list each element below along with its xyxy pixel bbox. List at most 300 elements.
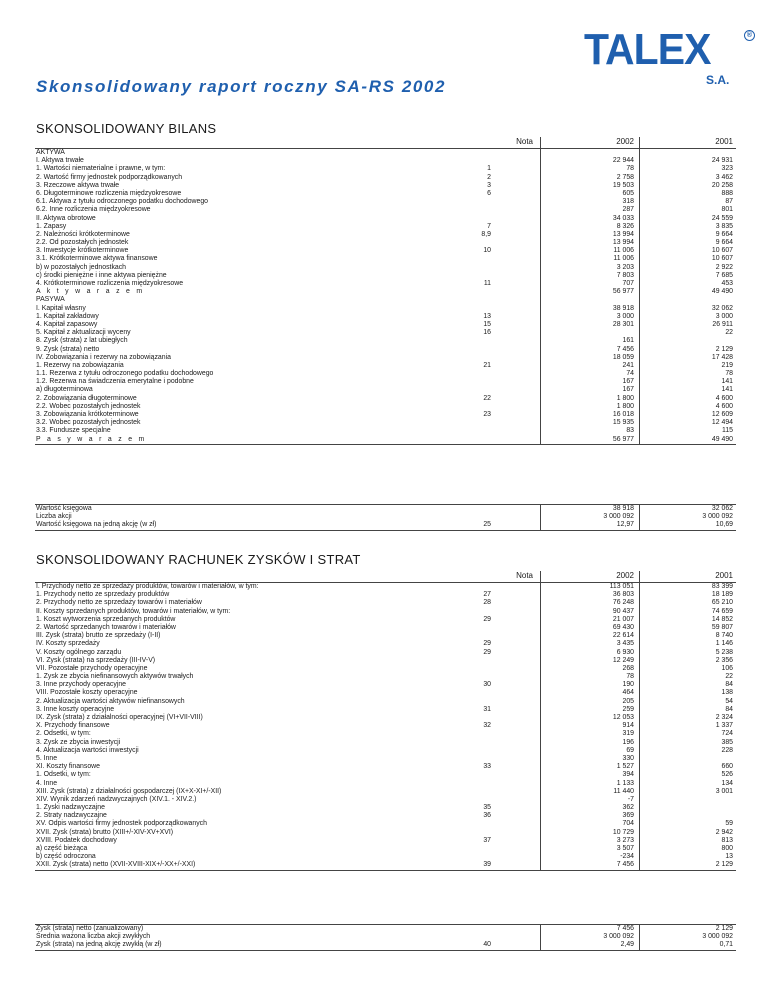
column-divider xyxy=(540,505,541,531)
row-label: II. Aktywa obrotowe xyxy=(36,214,96,222)
row-nota: 23 xyxy=(483,411,491,418)
row-value-2002: 22 614 xyxy=(612,632,634,640)
row-value-2002: 11 440 xyxy=(613,787,634,795)
table-row xyxy=(35,853,736,861)
row-value-2001: 2 324 xyxy=(715,714,733,721)
table-row xyxy=(35,933,736,941)
header-nota: Nota xyxy=(516,137,533,146)
table-row xyxy=(35,305,736,313)
row-value-2001: 141 xyxy=(721,378,733,386)
row-value-2001: 32 062 xyxy=(711,304,733,312)
table-row xyxy=(35,337,736,345)
row-label: AKTYWA xyxy=(36,149,65,156)
income-statement-table xyxy=(35,571,736,871)
row-nota: 29 xyxy=(483,615,491,623)
row-value-2002: 34 033 xyxy=(612,214,634,222)
row-nota: 28 xyxy=(483,599,491,607)
row-value-2002: 914 xyxy=(622,722,634,730)
registered-mark: ® xyxy=(744,30,755,41)
table-row xyxy=(35,829,736,837)
table-row xyxy=(35,788,736,796)
row-value-2002: 318 xyxy=(622,198,634,206)
row-value-2001: 32 062 xyxy=(711,505,733,512)
table-row xyxy=(35,272,736,280)
row-value-2002: 69 xyxy=(626,746,634,754)
row-nota: 39 xyxy=(483,861,491,869)
row-value-2002: 83 xyxy=(626,427,634,435)
table-row xyxy=(35,247,736,255)
row-value-2001: 9 664 xyxy=(715,239,733,247)
table-header xyxy=(35,571,736,583)
table-row xyxy=(35,411,736,419)
row-label: 1. Zapasy xyxy=(36,222,67,230)
row-value-2001: 2 129 xyxy=(715,861,733,869)
row-value-2002: 196 xyxy=(622,738,634,746)
row-value-2001: 12 494 xyxy=(711,419,733,427)
row-label: XVII. Zysk (strata) brutto (XIII+/-XIV-XV+XVI) xyxy=(36,828,174,836)
row-label: 2. Aktualizacja wartości aktywów niefinansowych xyxy=(36,697,185,705)
row-value-2002: 36 803 xyxy=(612,591,634,599)
row-value-2002: 12 053 xyxy=(612,714,634,721)
row-value-2001: 84 xyxy=(725,705,733,713)
row-value-2001: 8 740 xyxy=(715,632,733,640)
row-value-2002: 287 xyxy=(622,206,634,214)
table-row xyxy=(35,255,736,263)
row-nota: 1 xyxy=(487,165,491,173)
table-row xyxy=(35,941,736,950)
row-label: 6. Długoterminowe rozliczenia międzyokresowe xyxy=(36,189,182,197)
table-row xyxy=(35,157,736,165)
row-value-2001: 10 607 xyxy=(711,255,733,263)
row-value-2002: 7 803 xyxy=(616,271,634,279)
logo-suffix: S.A. xyxy=(706,73,730,87)
row-value-2002: 1 527 xyxy=(616,763,634,771)
table-row xyxy=(35,649,736,657)
row-value-2001: 26 911 xyxy=(712,320,733,328)
row-label: I. Aktywa trwałe xyxy=(36,157,84,165)
row-nota: 27 xyxy=(483,591,491,599)
row-value-2001: 134 xyxy=(721,779,733,787)
header-2002: 2002 xyxy=(616,137,634,146)
row-label: c) środki pieniężne i inne aktywa pieniężne xyxy=(36,271,167,279)
row-label: Wartość księgowa na jedną akcję (w zł) xyxy=(36,521,157,529)
row-value-2002: 76 248 xyxy=(612,599,634,607)
row-value-2001: 219 xyxy=(721,361,733,369)
row-label: 3. Rzeczowe aktywa trwałe xyxy=(36,181,120,189)
row-value-2002: 15 935 xyxy=(612,419,634,427)
row-value-2001: 138 xyxy=(721,689,733,697)
table-row xyxy=(35,403,736,411)
row-value-2002: 707 xyxy=(622,280,634,287)
row-value-2001: 83 399 xyxy=(711,583,733,590)
table-row xyxy=(35,198,736,206)
table-row xyxy=(35,730,736,738)
row-value-2002: 12 249 xyxy=(612,656,634,664)
row-nota: 40 xyxy=(483,941,491,949)
row-label: 2. Wartość sprzedanych towarów i materiałów xyxy=(36,623,176,631)
row-label: 8. Zysk (strata) z lat ubiegłych xyxy=(36,337,128,345)
row-label: II. Koszty sprzedanych produktów, towarów i materiałów, w tym: xyxy=(36,607,231,615)
row-value-2001: 9 664 xyxy=(715,230,733,238)
row-label: XVIII. Podatek dochodowy xyxy=(36,836,117,844)
row-value-2001: 2 129 xyxy=(715,925,733,932)
row-label: 2. Należności krótkoterminowe xyxy=(36,230,130,238)
row-value-2001: 20 258 xyxy=(711,181,733,189)
row-value-2001: 14 852 xyxy=(711,615,733,623)
row-value-2001: 1 146 xyxy=(715,640,733,648)
row-value-2002: 3 000 xyxy=(616,312,634,320)
row-nota: 25 xyxy=(483,521,491,529)
row-value-2002: 268 xyxy=(622,664,634,672)
row-label: 4. Aktualizacja wartości inwestycji xyxy=(36,746,139,754)
table-row xyxy=(35,321,736,329)
logo-wordmark: TALEX xyxy=(584,25,711,74)
table-row xyxy=(35,513,736,521)
row-nota: 6 xyxy=(487,189,491,197)
row-value-2002: 161 xyxy=(622,337,634,345)
row-label: P a s y w a r a z e m xyxy=(36,435,147,443)
row-value-2002: 362 xyxy=(622,804,634,812)
row-label: 1. Kapitał zakładowy xyxy=(36,312,99,320)
table-row xyxy=(35,706,736,714)
row-label: XXII. Zysk (strata) netto (XVII-XVIII-XIX+/-XX+/-XXI) xyxy=(36,861,196,869)
row-value-2002: 605 xyxy=(622,189,634,197)
row-nota: 29 xyxy=(483,648,491,656)
table-row xyxy=(35,296,736,304)
table-row xyxy=(35,231,736,239)
table-row xyxy=(35,657,736,665)
table-row xyxy=(35,845,736,853)
row-label: XI. Koszty finansowe xyxy=(36,763,100,771)
table-row xyxy=(35,714,736,722)
row-label: XIII. Zysk (strata) z działalności gospodarczej (IX+X-XI+/-XII) xyxy=(36,787,222,795)
table-row xyxy=(35,771,736,779)
row-value-2002: 113 051 xyxy=(609,583,634,590)
row-label: 2. Odsetki, w tym: xyxy=(36,730,91,738)
column-divider xyxy=(540,137,541,445)
row-label: 3. Zysk ze zbycia inwestycji xyxy=(36,738,121,746)
row-value-2001: 13 xyxy=(725,853,733,861)
row-value-2001: 228 xyxy=(721,746,733,754)
row-value-2001: 7 685 xyxy=(715,271,733,279)
row-label: Średnia ważona liczba akcji zwykłych xyxy=(36,933,151,941)
row-value-2002: 7 456 xyxy=(616,345,634,353)
row-label: A k t y w a r a z e m xyxy=(36,288,145,296)
row-value-2001: 2 356 xyxy=(715,656,733,664)
row-value-2002: 3 203 xyxy=(616,263,634,271)
row-value-2001: 4 600 xyxy=(715,402,733,410)
row-value-2001: 4 600 xyxy=(715,394,733,402)
row-label: 1. Odsetki, w tym: xyxy=(36,771,91,779)
row-value-2002: 3 000 092 xyxy=(603,513,634,521)
table-row xyxy=(35,722,736,730)
row-value-2002: 2,49 xyxy=(620,941,634,949)
row-value-2002: 56 977 xyxy=(612,288,634,296)
column-divider xyxy=(639,925,640,951)
column-divider xyxy=(540,571,541,871)
row-label: I. Kapitał własny xyxy=(36,304,86,312)
row-value-2002: 78 xyxy=(626,673,634,681)
row-value-2001: 54 xyxy=(725,697,733,705)
row-value-2001: 526 xyxy=(721,771,733,779)
row-value-2001: 18 189 xyxy=(711,591,733,599)
row-value-2001: 2 942 xyxy=(715,828,733,836)
row-value-2001: 888 xyxy=(721,189,733,197)
row-value-2002: 2 758 xyxy=(616,173,634,181)
table-row xyxy=(35,521,736,530)
row-label: 5. Kapitał z aktualizacji wyceny xyxy=(36,329,131,337)
row-value-2001: 800 xyxy=(721,845,733,852)
row-label: 3.2. Wobec pozostałych jednostek xyxy=(36,419,141,427)
row-value-2002: 1 133 xyxy=(616,779,634,787)
row-value-2002: 8 326 xyxy=(616,222,634,230)
row-label: 2. Wartość firmy jednostek podporządkowanych xyxy=(36,173,183,181)
table-row xyxy=(35,206,736,214)
table-row xyxy=(35,583,736,591)
row-value-2002: -7 xyxy=(627,795,634,803)
row-label: Liczba akcji xyxy=(36,513,72,521)
row-value-2002: -234 xyxy=(620,853,634,861)
row-label: X. Przychody finansowe xyxy=(36,722,110,730)
table-row xyxy=(35,395,736,403)
row-value-2002: 90 437 xyxy=(612,607,634,615)
row-value-2002: 394 xyxy=(622,771,634,779)
row-value-2002: 78 xyxy=(626,165,634,173)
row-value-2002: 190 xyxy=(622,681,634,689)
table-row xyxy=(35,313,736,321)
row-label: 3. Inne przychody operacyjne xyxy=(36,681,127,689)
row-label: XIV. Wynik zdarzeń nadzwyczajnych (XIV.1. - XIV.2.) xyxy=(36,795,197,803)
row-nota: 30 xyxy=(483,681,491,689)
table-row xyxy=(35,665,736,673)
row-label: Zysk (strata) na jedną akcję zwykłą (w zł) xyxy=(36,941,162,949)
table-row xyxy=(35,780,736,788)
table-row xyxy=(35,378,736,386)
row-value-2002: 74 xyxy=(626,370,634,378)
column-divider xyxy=(540,925,541,951)
row-label: 1. Zyski nadzwyczajne xyxy=(36,804,105,812)
row-value-2002: 12,97 xyxy=(616,521,634,529)
row-value-2001: 59 xyxy=(725,820,733,828)
table-row xyxy=(35,239,736,247)
row-label: 3.1. Krótkoterminowe aktywa finansowe xyxy=(36,255,158,263)
row-label: 2. Przychody netto ze sprzedaży towarów i materiałów xyxy=(36,599,202,607)
row-value-2002: 205 xyxy=(622,697,634,705)
balance-sheet-summary xyxy=(35,504,736,531)
column-divider xyxy=(639,505,640,531)
row-value-2001: 24 559 xyxy=(711,214,733,222)
table-row xyxy=(35,436,736,445)
row-value-2001: 660 xyxy=(721,763,733,771)
row-value-2002: 10 729 xyxy=(612,828,634,836)
row-label: b) część odroczona xyxy=(36,853,96,861)
row-value-2002: 241 xyxy=(622,361,634,369)
table-row xyxy=(35,223,736,231)
table-row xyxy=(35,689,736,697)
table-row xyxy=(35,681,736,689)
row-value-2002: 1 800 xyxy=(616,402,634,410)
row-value-2002: 22 944 xyxy=(612,157,634,165)
table-row xyxy=(35,329,736,337)
row-value-2001: 2 922 xyxy=(715,263,733,271)
row-value-2002: 167 xyxy=(622,386,634,394)
row-label: 3.3. Fundusze specjalne xyxy=(36,427,111,435)
table-row xyxy=(35,820,736,828)
row-value-2002: 704 xyxy=(622,820,634,828)
row-value-2001: 106 xyxy=(721,664,733,672)
header-2001: 2001 xyxy=(715,571,733,580)
row-value-2001: 12 609 xyxy=(711,411,733,418)
column-divider xyxy=(639,571,640,871)
row-nota: 32 xyxy=(483,722,491,730)
row-nota: 7 xyxy=(487,222,491,230)
row-value-2002: 3 507 xyxy=(616,845,634,852)
row-label: 2. Zobowiązania długoterminowe xyxy=(36,394,137,402)
row-label: 1. Koszt wytworzenia sprzedanych produktów xyxy=(36,615,176,623)
table-row xyxy=(35,419,736,427)
row-value-2002: 16 018 xyxy=(612,411,634,418)
row-label: 3. Inne koszty operacyjne xyxy=(36,705,115,713)
row-nota: 2 xyxy=(487,173,491,181)
table-row xyxy=(35,673,736,681)
row-nota: 21 xyxy=(483,361,491,369)
row-label: PASYWA xyxy=(36,296,65,304)
row-value-2001: 3 462 xyxy=(715,173,733,181)
row-label: Zysk (strata) netto (zanualizowany) xyxy=(36,925,144,932)
row-nota: 31 xyxy=(483,705,491,713)
table-row xyxy=(35,354,736,362)
table-row xyxy=(35,812,736,820)
row-nota: 13 xyxy=(483,312,491,320)
row-value-2001: 724 xyxy=(721,730,733,738)
row-value-2002: 69 430 xyxy=(612,623,634,631)
table-row xyxy=(35,632,736,640)
row-label: 4. Krótkoterminowe rozliczenia międzyokresowe xyxy=(36,280,184,287)
table-row xyxy=(35,149,736,157)
table-row xyxy=(35,796,736,804)
balance-sheet-table xyxy=(35,137,736,445)
row-value-2001: 17 428 xyxy=(711,353,733,361)
table-row xyxy=(35,861,736,870)
row-label: IV. Zobowiązania i rezerwy na zobowiązania xyxy=(36,353,171,361)
table-row xyxy=(35,640,736,648)
table-row xyxy=(35,370,736,378)
row-label: IX. Zysk (strata) z działalności operacyjnej (VI+VII-VIII) xyxy=(36,714,203,721)
row-nota: 11 xyxy=(483,280,491,287)
row-label: XV. Odpis wartości firmy jednostek podporządkowanych xyxy=(36,820,207,828)
row-value-2001: 22 xyxy=(725,673,733,681)
row-value-2001: 813 xyxy=(721,836,733,844)
table-row xyxy=(35,215,736,223)
row-value-2001: 1 337 xyxy=(715,722,733,730)
row-value-2002: 7 456 xyxy=(616,925,634,932)
row-value-2001: 3 835 xyxy=(715,222,733,230)
row-value-2002: 3 000 092 xyxy=(603,933,634,941)
table-row xyxy=(35,616,736,624)
row-nota: 10 xyxy=(483,247,491,255)
row-value-2001: 49 490 xyxy=(711,435,733,443)
row-value-2002: 19 503 xyxy=(612,181,634,189)
talex-logo xyxy=(584,25,754,87)
row-label: IV. Koszty sprzedaży xyxy=(36,640,100,648)
row-value-2001: 24 931 xyxy=(711,157,733,165)
table-row xyxy=(35,739,736,747)
row-label: 4. Inne xyxy=(36,779,58,787)
row-value-2002: 38 918 xyxy=(612,505,634,512)
row-label: VI. Zysk (strata) na sprzedaży (III-IV-V) xyxy=(36,656,156,664)
row-value-2001: 0,71 xyxy=(719,941,733,949)
row-value-2001: 323 xyxy=(721,165,733,173)
row-value-2002: 13 994 xyxy=(612,239,634,247)
table-row xyxy=(35,599,736,607)
row-value-2001: 3 000 092 xyxy=(702,933,733,941)
row-label: 3. Inwestycje krótkoterminowe xyxy=(36,247,129,255)
row-value-2001: 10 607 xyxy=(711,247,733,255)
row-value-2002: 319 xyxy=(622,730,634,738)
row-label: I. Przychody netto ze sprzedaży produktów, towarów i materiałów, w tym: xyxy=(36,583,259,590)
table-row xyxy=(35,837,736,845)
row-label: 2.2. Od pozostałych jednostek xyxy=(36,239,129,247)
header-2001: 2001 xyxy=(715,137,733,146)
table-header xyxy=(35,137,736,149)
table-row xyxy=(35,763,736,771)
row-label: 6.2. Inne rozliczenia międzyokresowe xyxy=(36,206,151,214)
table-row xyxy=(35,362,736,370)
row-label: 1. Wartości niematerialne i prawne, w tym: xyxy=(36,165,166,173)
row-nota: 33 xyxy=(483,763,491,771)
section-title-rachunek: SKONSOLIDOWANY RACHUNEK ZYSKÓW I STRAT xyxy=(36,552,361,567)
row-value-2001: 3 000 092 xyxy=(702,513,733,521)
table-row xyxy=(35,804,736,812)
row-label: VII. Pozostałe przychody operacyjne xyxy=(36,664,148,672)
row-value-2001: 801 xyxy=(721,206,733,214)
column-divider xyxy=(639,137,640,445)
row-label: a) część bieżąca xyxy=(36,845,88,852)
row-label: 1.2. Rezerwa na świadczenia emerytalne i podobne xyxy=(36,378,194,386)
row-value-2002: 56 977 xyxy=(612,435,634,443)
row-value-2002: 13 994 xyxy=(612,230,634,238)
table-row xyxy=(35,747,736,755)
header-2002: 2002 xyxy=(616,571,634,580)
row-value-2002: 369 xyxy=(622,812,634,820)
table-row xyxy=(35,608,736,616)
row-label: 9. Zysk (strata) netto xyxy=(36,345,100,353)
row-label: 1.1. Rezerwa z tytułu odroczonego podatku dochodowego xyxy=(36,370,214,378)
row-value-2002: 6 930 xyxy=(616,648,634,656)
table-row xyxy=(35,386,736,394)
row-value-2002: 167 xyxy=(622,378,634,386)
row-value-2002: 3 435 xyxy=(616,640,634,648)
income-statement-summary xyxy=(35,924,736,951)
table-row xyxy=(35,190,736,198)
row-value-2002: 38 918 xyxy=(612,304,634,312)
row-label: 6.1. Aktywa z tytułu odroczonego podatku dochodowego xyxy=(36,198,208,206)
table-row xyxy=(35,427,736,435)
row-label: V. Koszty ogólnego zarządu xyxy=(36,648,122,656)
row-value-2002: 330 xyxy=(622,754,634,762)
table-row xyxy=(35,624,736,632)
row-label: a) długoterminowa xyxy=(36,386,93,394)
row-nota: 16 xyxy=(483,329,491,337)
row-value-2001: 84 xyxy=(725,681,733,689)
row-value-2001: 2 129 xyxy=(715,345,733,353)
row-value-2002: 259 xyxy=(622,705,634,713)
row-value-2001: 65 210 xyxy=(711,599,733,607)
table-row xyxy=(35,264,736,272)
row-label: VIII. Pozostałe koszty operacyjne xyxy=(36,689,138,697)
row-value-2001: 87 xyxy=(725,198,733,206)
row-value-2002: 18 059 xyxy=(612,353,634,361)
